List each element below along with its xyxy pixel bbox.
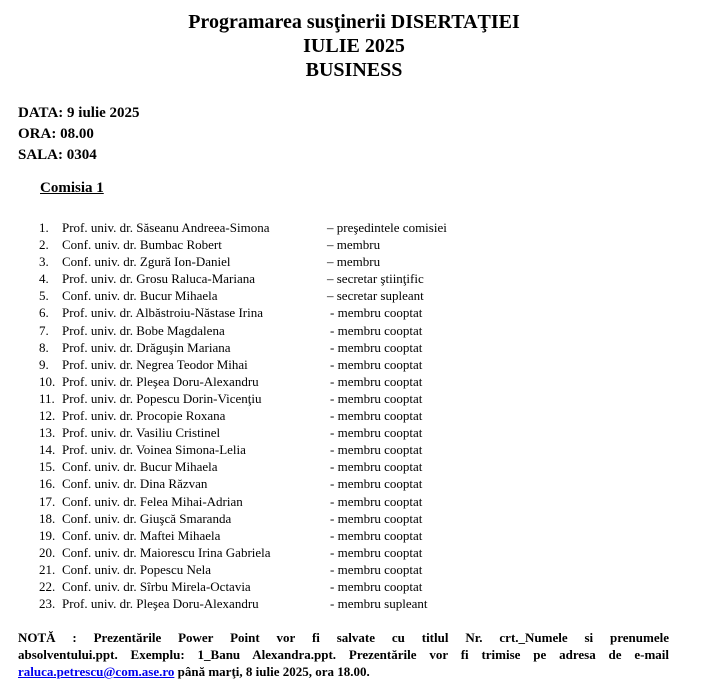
member-number: 14. [39,442,56,458]
member-role: - membru cooptat [330,544,423,560]
member-role: – secretar supleant [327,288,424,304]
member-role: - membru cooptat [330,373,423,389]
exam-time: ORA: 08.00 [18,126,94,142]
member-number: 10. [39,373,56,389]
member-name: Conf. univ. dr. Maftei Mihaela [62,527,221,543]
member-number: 9. [39,356,49,372]
exam-date: DATA: 9 iulie 2025 [18,105,140,121]
member-role: - membru cooptat [330,476,423,492]
member-row [0,493,708,510]
member-role: – secretar ştiinţific [327,271,424,287]
member-role: - membru cooptat [330,390,423,406]
member-row [0,510,708,527]
member-row [0,253,708,270]
member-name: Conf. univ. dr. Bucur Mihaela [62,459,218,475]
member-role: – membru [327,254,381,270]
member-role: - membru cooptat [330,339,423,355]
member-number: 18. [39,510,56,526]
member-row [0,561,708,578]
title-line-1: Programarea susţinerii DISERTAŢIEI [188,11,520,33]
member-name: Prof. univ. dr. Drăguşin Mariana [62,339,231,355]
member-name: Prof. univ. dr. Bobe Magdalena [62,322,225,338]
member-number: 15. [39,459,56,475]
member-name: Conf. univ. dr. Popescu Nela [62,561,211,577]
commission-title: Comisia 1 [40,180,104,196]
member-row [0,424,708,441]
member-name: Conf. univ. dr. Felea Mihai-Adrian [62,493,243,509]
note-line-3 [18,663,669,680]
member-name: Conf. univ. dr. Giuşcă Smaranda [62,510,232,526]
member-number: 12. [39,408,56,424]
member-row [0,407,708,424]
member-name: Conf. univ. dr. Bucur Mihaela [62,288,218,304]
member-row [0,339,708,356]
member-role: - membru supleant [330,596,428,612]
member-role: - membru cooptat [330,442,423,458]
member-role: – membru [327,237,381,253]
note-paragraph [18,629,669,680]
member-number: 2. [39,237,49,253]
member-name: Prof. univ. dr. Grosu Raluca-Mariana [62,271,256,287]
member-name: Conf. univ. dr. Maiorescu Irina Gabriela [62,544,271,560]
member-name: Prof. univ. dr. Pleşea Doru-Alexandru [62,596,259,612]
note-deadline-text: până marţi, 8 iulie 2025, ora 18.00. [174,664,370,679]
exam-details [18,103,140,166]
member-number: 22. [39,578,56,594]
member-role: - membru cooptat [330,322,423,338]
member-number: 5. [39,288,49,304]
member-number: 21. [39,561,56,577]
member-number: 7. [39,322,49,338]
member-row [0,236,708,253]
member-role: - membru cooptat [330,561,423,577]
note-line-1: NOTĂ : Prezentările Power Point vor fi salvate cu titlul Nr. crt._Numele si prenumele [18,630,669,645]
member-number: 17. [39,493,56,509]
member-row [0,287,708,304]
member-number: 23. [39,596,56,612]
exam-room: SALA: 0304 [18,147,97,163]
member-role: - membru cooptat [330,510,423,526]
member-role: - membru cooptat [330,578,423,594]
member-row [0,475,708,492]
member-number: 3. [39,254,49,270]
member-row [0,356,708,373]
member-role: – preşedintele comisiei [327,220,447,235]
member-row [0,544,708,561]
member-row [0,595,708,612]
member-name: Conf. univ. dr. Sîrbu Mirela-Octavia [62,578,251,594]
member-role: - membru cooptat [330,305,423,321]
commission-members-list [0,219,708,612]
note-line-2: absolventului.ppt. Exemplu: 1_Banu Alexandra.ppt. Prezentările vor fi trimise pe adresa de e-mail [18,647,669,662]
member-role: - membru cooptat [330,459,423,475]
member-number: 8. [39,339,49,355]
member-number: 13. [39,425,56,441]
member-role: - membru cooptat [330,425,423,441]
email-link[interactable]: raluca.petrescu@com.ase.ro [18,664,175,679]
member-row [0,219,708,236]
member-number: 11. [39,390,55,406]
document-title [0,10,708,82]
member-number: 19. [39,527,56,543]
member-row [0,527,708,544]
member-name: Prof. univ. dr. Popescu Dorin-Vicenţiu [62,390,262,406]
member-name: Conf. univ. dr. Bumbac Robert [62,237,222,253]
member-row [0,441,708,458]
member-name: Prof. univ. dr. Săseanu Andreea-Simona [62,220,270,235]
member-name: Prof. univ. dr. Albăstroiu-Năstase Irina [62,305,263,321]
member-role: - membru cooptat [330,493,423,509]
member-role: - membru cooptat [330,408,423,424]
member-name: Conf. univ. dr. Zgură Ion-Daniel [62,254,231,270]
member-name: Prof. univ. dr. Procopie Roxana [62,408,226,424]
member-row [0,322,708,339]
member-number: 20. [39,544,56,560]
member-row [0,304,708,321]
title-line-2: IULIE 2025 [303,35,405,57]
member-row [0,373,708,390]
member-name: Prof. univ. dr. Voinea Simona-Lelia [62,442,246,458]
member-row [0,270,708,287]
member-number: 4. [39,271,49,287]
member-number: 16. [39,476,56,492]
member-name: Prof. univ. dr. Negrea Teodor Mihai [62,356,248,372]
member-name: Prof. univ. dr. Pleşea Doru-Alexandru [62,373,259,389]
member-role: - membru cooptat [330,356,423,372]
member-number: 1. [39,220,49,235]
member-name: Conf. univ. dr. Dina Răzvan [62,476,208,492]
title-line-3: BUSINESS [305,59,403,81]
member-number: 6. [39,305,49,321]
member-row [0,578,708,595]
member-row [0,390,708,407]
member-name: Prof. univ. dr. Vasiliu Cristinel [62,425,221,441]
member-row [0,458,708,475]
member-role: - membru cooptat [330,527,423,543]
